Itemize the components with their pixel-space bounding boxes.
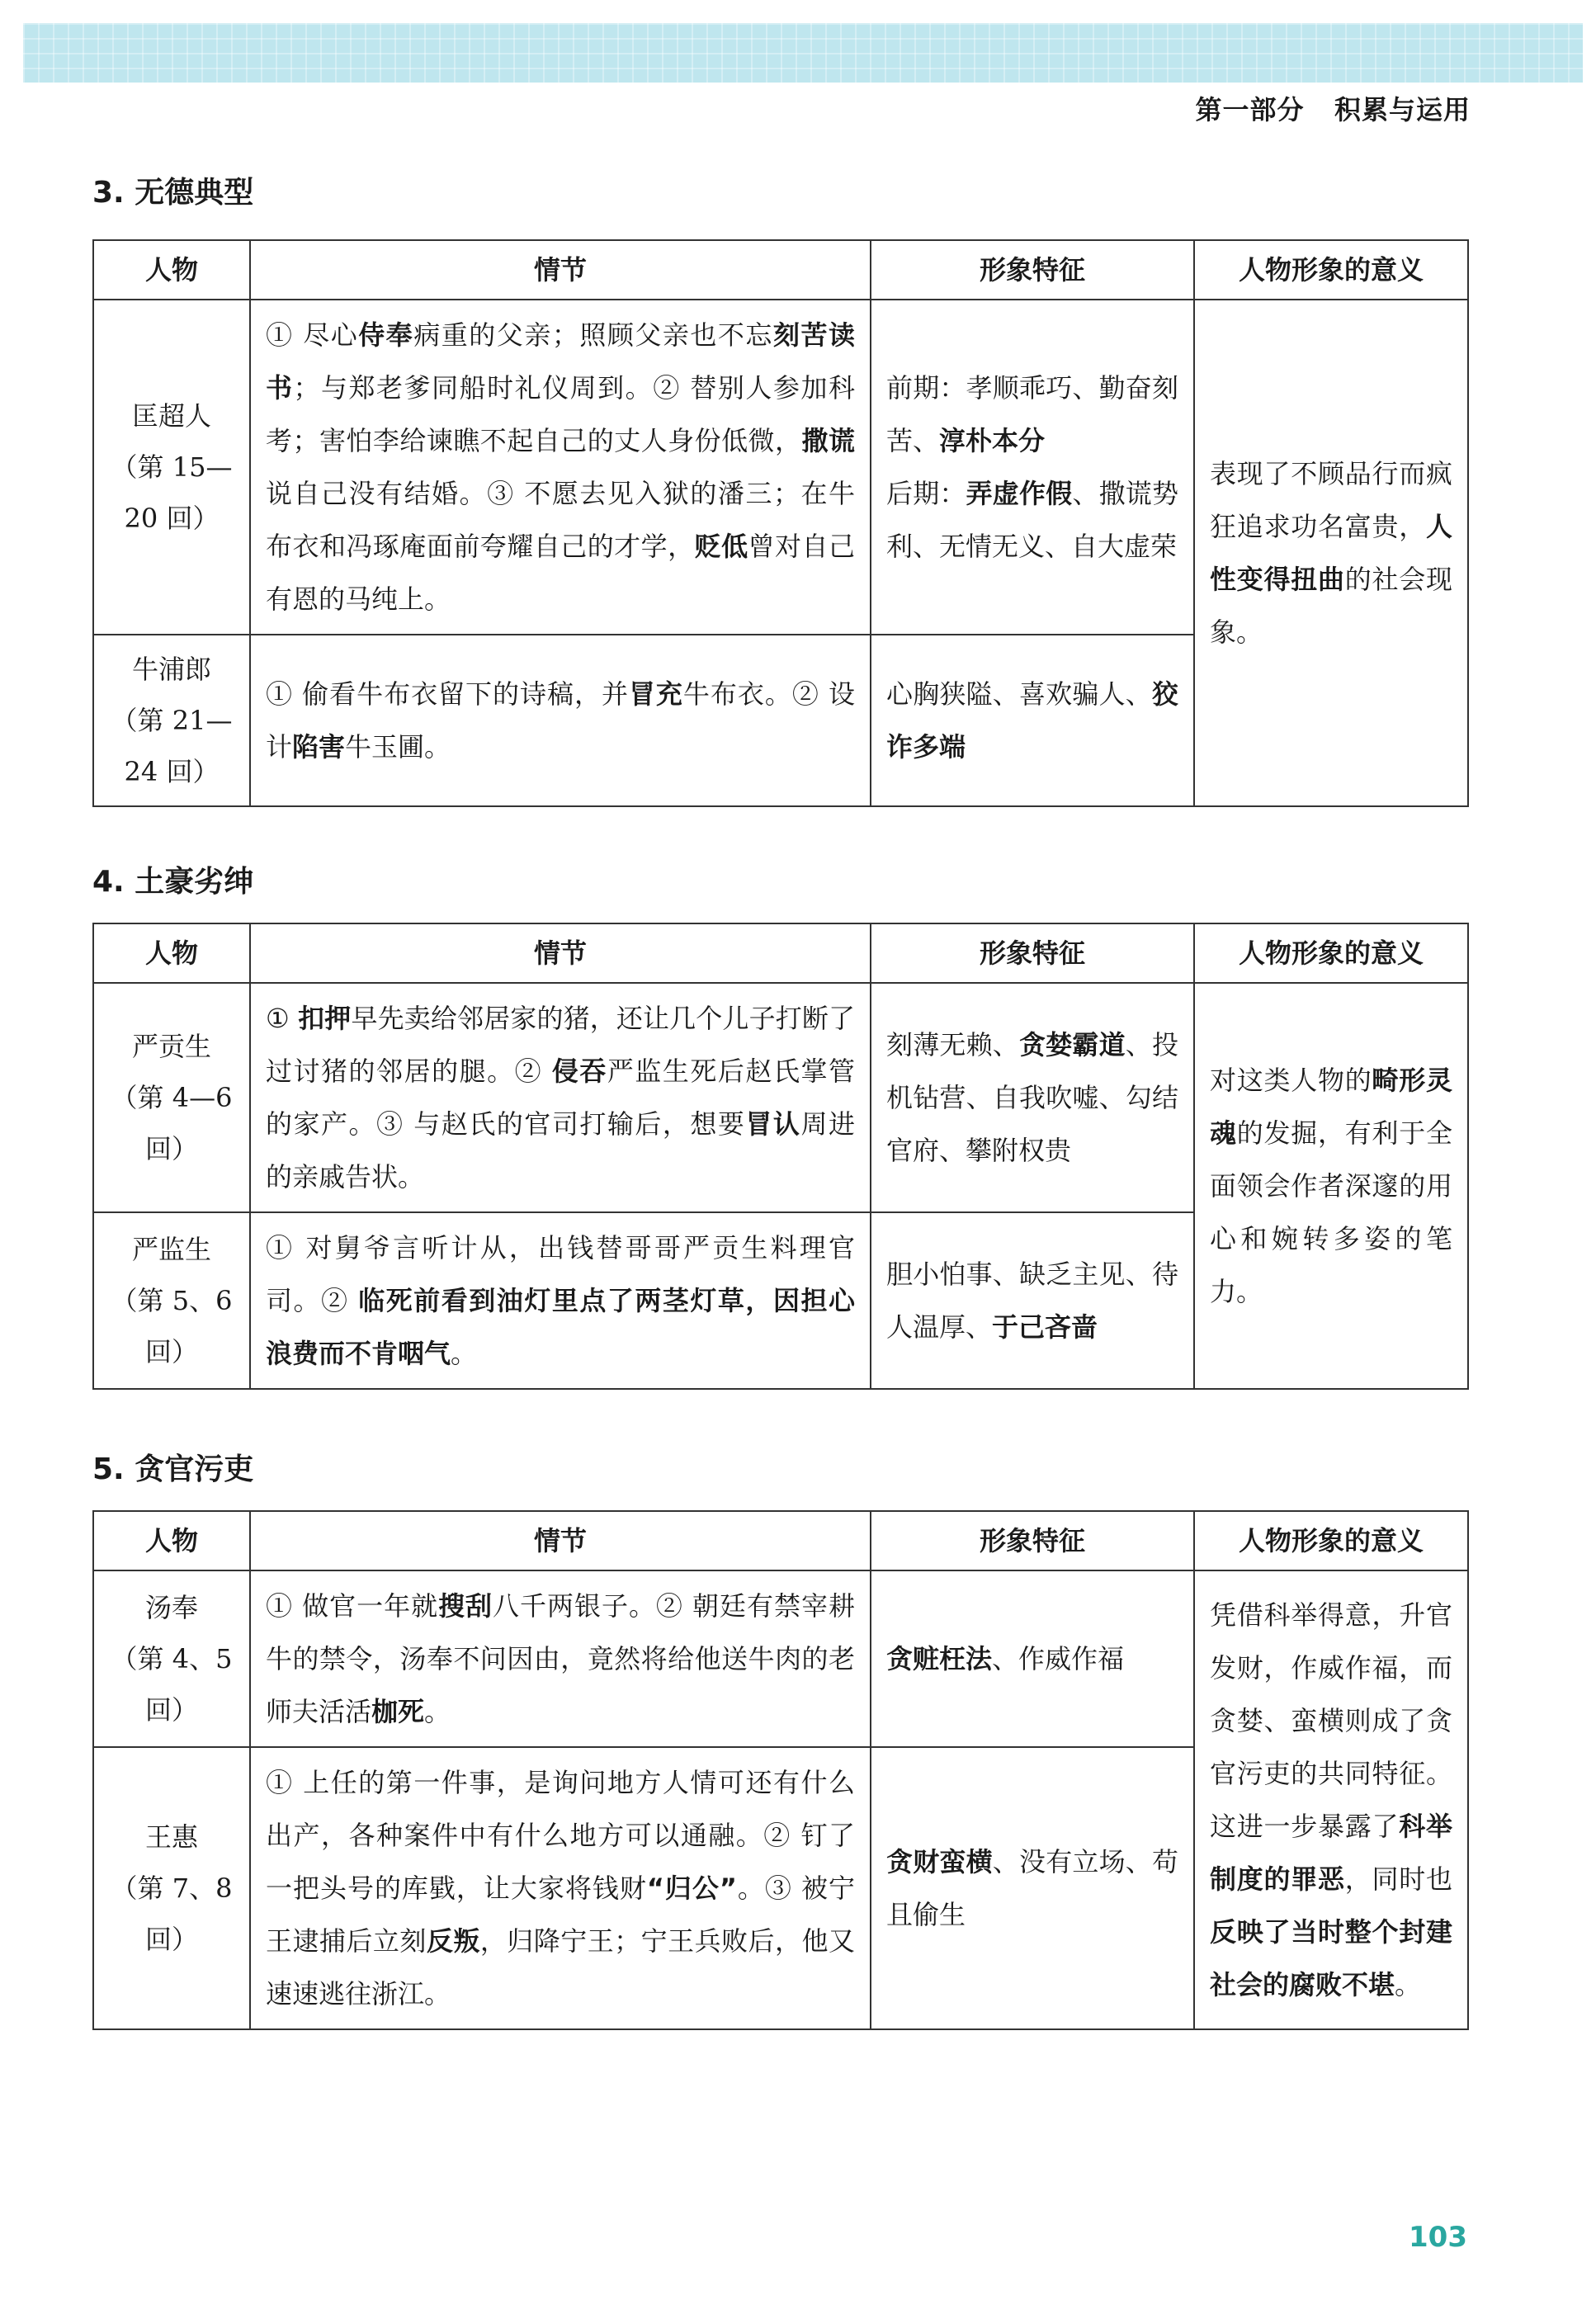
table-header-row [93, 1511, 1468, 1570]
col-header-meaning: 人物形象的意义 [1194, 923, 1468, 983]
header-section: 第一部分 [1195, 94, 1305, 125]
person-cell [93, 635, 250, 806]
col-header-trait: 形象特征 [871, 923, 1194, 983]
person-name: 严贡生 [131, 1031, 211, 1062]
trait-cell: 心胸狭隘、喜欢骗人、狡诈多端 [871, 635, 1194, 806]
section-title-3: 3. 无德典型 [92, 176, 254, 210]
page-header [1196, 89, 1471, 127]
plot-cell: ① 上任的第一件事，是询问地方人情可还有什么出产，各种案件中有什么地方可以通融。② 钉了一把头号的库戥，让大家将钱财“归公”。③ 被宁王逮捕后立刻反叛，归降宁王；宁王兵败后，他又速速逃往浙江。 [250, 1747, 871, 2029]
plot-cell: ① 做官一年就搜刮八千两银子。② 朝廷有禁宰耕牛的禁令，汤奉不问因由，竟然将给他送牛肉的老师夫活活枷死。 [250, 1570, 871, 1747]
person-cell [93, 1570, 250, 1747]
person-cell [93, 1212, 250, 1389]
meaning-cell: 凭借科举得意，升官发财，作威作福，而贪婪、蛮横则成了贪官污吏的共同特征。这进一步暴露了科举制度的罪恶，同时也反映了当时整个封建社会的腐败不堪。 [1194, 1570, 1468, 2029]
person-chapters: （第 15— 20 回） [111, 451, 233, 534]
col-header-plot: 情节 [250, 240, 871, 300]
plot-cell: ① 偷看牛布衣留下的诗稿，并冒充牛布衣。② 设计陷害牛玉圃。 [250, 635, 871, 806]
col-header-person: 人物 [93, 1511, 250, 1570]
table-tanguan [92, 1510, 1469, 2030]
plot-cell: ① 对舅爷言听计从，出钱替哥哥严贡生料理官司。② 临死前看到油灯里点了两茎灯草，因担心浪费而不肯咽气。 [250, 1212, 871, 1389]
header-subsection: 积累与运用 [1334, 94, 1471, 125]
person-name: 汤奉 [144, 1592, 198, 1623]
person-chapters: （第 21— 24 回） [111, 705, 233, 787]
trait-cell: 贪财蛮横、没有立场、苟且偷生 [871, 1747, 1194, 2029]
trait-cell: 前期：孝顺乖巧、勤奋刻苦、淳朴本分 后期：弄虚作假、撒谎势利、无情无义、自大虚荣 [871, 300, 1194, 635]
col-header-plot: 情节 [250, 1511, 871, 1570]
person-chapters: （第 4—6 回） [111, 1082, 233, 1164]
col-header-meaning: 人物形象的意义 [1194, 240, 1468, 300]
trait-cell: 胆小怕事、缺乏主见、待人温厚、于己吝啬 [871, 1212, 1194, 1389]
col-header-trait: 形象特征 [871, 240, 1194, 300]
person-cell [93, 1747, 250, 2029]
person-name: 匡超人 [131, 400, 211, 432]
person-cell [93, 300, 250, 635]
header-decorative-band [23, 23, 1583, 83]
trait-cell: 刻薄无赖、贪婪霸道、投机钻营、自我吹嘘、勾结官府、攀附权贵 [871, 983, 1194, 1212]
table-tuhao [92, 923, 1469, 1390]
table-row [93, 300, 1468, 635]
table-row [93, 983, 1468, 1212]
col-header-person: 人物 [93, 923, 250, 983]
plot-cell: ① 尽心侍奉病重的父亲；照顾父亲也不忘刻苦读书；与郑老爹同船时礼仪周到。② 替别人参加科考；害怕李给谏瞧不起自己的丈人身份低微，撒谎说自己没有结婚。③ 不愿去见入狱的潘三；在牛布衣和冯琢庵面前夸耀自己的才学，贬低曾对自己有恩的马纯上。 [250, 300, 871, 635]
col-header-trait: 形象特征 [871, 1511, 1194, 1570]
page-number: 103 [1409, 2221, 1467, 2254]
col-header-person: 人物 [93, 240, 250, 300]
section-title-4: 4. 土豪劣绅 [92, 865, 254, 899]
person-cell [93, 983, 250, 1212]
person-name: 牛浦郎 [131, 654, 211, 685]
person-chapters: （第 5、6 回） [111, 1285, 233, 1367]
person-name: 王惠 [144, 1821, 198, 1853]
table-header-row [93, 240, 1468, 300]
table-row [93, 1570, 1468, 1747]
person-name: 严监生 [131, 1234, 211, 1265]
section-title-5: 5. 贪官污吏 [92, 1452, 254, 1486]
table-header-row [93, 923, 1468, 983]
plot-cell: ① 扣押早先卖给邻居家的猪，还让几个儿子打断了过讨猪的邻居的腿。② 侵吞严监生死后赵氏掌管的家产。③ 与赵氏的官司打输后，想要冒认周进的亲戚告状。 [250, 983, 871, 1212]
table-wude [92, 239, 1469, 807]
person-chapters: （第 7、8 回） [111, 1873, 233, 1955]
col-header-meaning: 人物形象的意义 [1194, 1511, 1468, 1570]
col-header-plot: 情节 [250, 923, 871, 983]
meaning-cell: 对这类人物的畸形灵魂的发掘，有利于全面领会作者深邃的用心和婉转多姿的笔力。 [1194, 983, 1468, 1389]
trait-cell: 贪赃枉法、作威作福 [871, 1570, 1194, 1747]
person-chapters: （第 4、5 回） [111, 1643, 233, 1726]
meaning-cell: 表现了不顾品行而疯狂追求功名富贵，人性变得扭曲的社会现象。 [1194, 300, 1468, 806]
